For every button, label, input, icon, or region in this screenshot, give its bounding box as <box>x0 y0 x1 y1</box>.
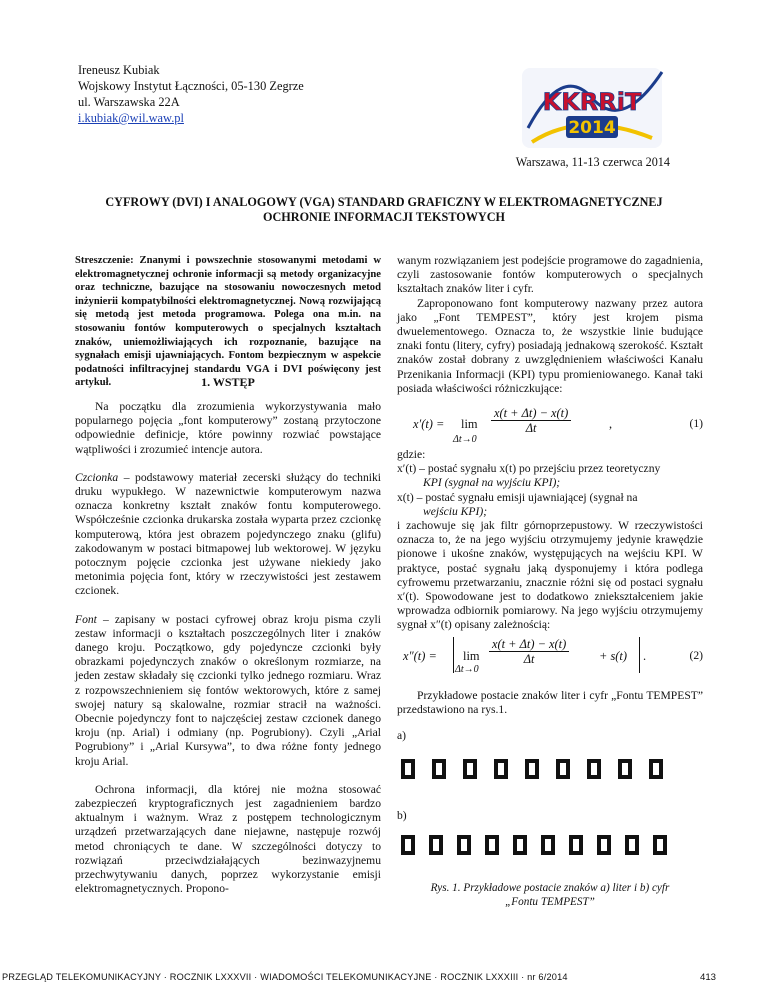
paragraph-tempest: Zaproponowano font komputerowy nazwany przez autora jako „Font TEMPEST”, który jest krojem pisma dwuelementowego. Oznacza to, że wszystkie linie budujące znaki fontu (litery, cyfry) posiadają jednakową szerokość. Kształt znaków został dobrany z uwzględnieniem właściwości Kanału Przenikania Informacji (KPI) typu promieniowanego. Kanał taki posiada właściwości różniczkujące: <box>397 296 703 395</box>
glyph-a <box>401 759 415 779</box>
author-affiliation: Wojskowy Instytut Łączności, 05-130 Zegrze <box>78 79 304 93</box>
tempest-letters <box>397 755 703 785</box>
paragraph-intro: Na początku dla zrozumienia wykorzystywania mało popularnego pojęcia „font komputerowy” zostaną przytoczone odpowiednie definicje, które powinny rozwiać powstające wątpliwości i zrozumieć intencje autora. <box>75 400 381 456</box>
page-number: 413 <box>700 972 717 983</box>
glyph-g <box>463 759 477 779</box>
tempest-digits <box>397 831 703 861</box>
author-email-link[interactable]: i.kubiak@wil.waw.pl <box>78 111 184 125</box>
venue-date: Warszawa, 11-13 czerwca 2014 <box>515 155 670 169</box>
glyph-p <box>618 759 632 779</box>
abstract: Streszczenie: Znanymi i powszechnie stosowanymi metodami w elektromagnetycznej ochronie informacji są metody organizacyjne oraz techniczne, bazujące na stosowaniu nowoczesnych metod inżynierii kompatybilności elektromagnetycznej. Nową rozwijającą się metodą jest metoda programowa. Polega ona m.in. na stosowaniu fontów komputerowych o specjalnych kształtach znaków, uniemożliwiających ich rozpoznanie, bazujące na sygnałach emisji ujawniających. Fontom bezpiecznym w aspekcie podatności infiltracyjnej standardu VGA i DVI poświęcony jest artykuł. <box>75 255 381 389</box>
glyph-m <box>556 759 570 779</box>
tempest-letters-image <box>397 755 703 783</box>
definition-2: x(t) – postać sygnału emisji ujawniającej (sygnał na <box>397 490 638 504</box>
glyph-5 <box>513 835 527 855</box>
paper-title <box>60 195 708 225</box>
glyph-h <box>494 759 508 779</box>
glyph-6 <box>541 835 555 855</box>
figure-caption: Rys. 1. Przykładowe postacie znaków a) liter i b) cyfr „Fontu TEMPEST” <box>430 882 670 909</box>
glyph-7 <box>569 835 583 855</box>
glyph-8 <box>597 835 611 855</box>
term-czcionka: Czcionka <box>75 470 119 484</box>
author-name: Ireneusz Kubiak <box>78 63 160 77</box>
left-column <box>75 400 381 897</box>
glyph-3 <box>457 835 471 855</box>
author-block <box>78 62 304 126</box>
equation-1: x′(t) = lim Δt→0 $\frac{x(t + \Delta t) - x(t)}{\Delta t}$ , (1) <box>413 406 703 446</box>
section-heading: 1. WSTĘP <box>201 375 255 389</box>
kkrrit-logo-icon <box>512 58 672 158</box>
glyph-4 <box>485 835 499 855</box>
paragraph-continued: wanym rozwiązaniem jest podejście programowe do zagadnienia, czyli zastosowanie fontów komputerowych o specjalnych kształtach znaków liter i cyfr. <box>397 254 703 296</box>
glyph-k <box>525 759 539 779</box>
glyph-s <box>649 759 663 779</box>
paragraph-font: Font – zapisany w postaci cyfrowej obraz kroju pisma czyli zestaw informacji o kształtach poszczególnych liter i znaków danego kroju. Początkowo, gdy pojedyncze czcionki były obrazkami pojedynczych znaków o określonym rozmiarze, na jeden zestaw składały się czcionki tylko jednego rozmiaru. Wraz z rozpowszechnieniem się fontów wektorowych, które z samej swojej natury są skalowalne, rozmiar stracił na ważności. Obecnie pojedynczy font to najczęściej zestaw czcionek danego kroju (np. Arial) i odmiany (np. Pogrubiony). Czyli „Arial Pogrubiony” i „Arial Kursywa”, to dwa różne fonty jednego kroju Arial. <box>75 612 381 768</box>
paragraph-protection: Ochrona informacji, dla której nie można stosować zabezpieczeń kryptograficznych jest zagadnieniem bardzo aktualnym i ważnym. Wraz z postępem technologicznym urządzeń przetwarzających dane niejawne, następuje rozwój metod chroniących te dane. W szczególności dotyczy to rozwiązań przeciwdziałających bezinwazyjnemu przechwytywaniu danych, poprzez wykorzystanie emisji elektromagnetycznych. Propono- <box>75 782 381 896</box>
where-label: gdzie: <box>397 448 426 462</box>
title-line-2: OCHRONIE INFORMACJI TEKSTOWYCH <box>263 210 505 224</box>
paragraph-highpass: i zachowuje się jak filtr górnoprzepustowy. W rzeczywistości oznacza to, że na jego wyjściu otrzymujemy jedynie krawędzie pionowe i ukośne znaków, występujących na wejściu KPI. W praktyce, postać sygnału jaką dysponujemy i która podlega cyfrowemu przetwarzaniu, znacznie różni się od postaci sygnału x′(t). Spowodowane jest to dodatkowo zniekształceniem jakie wprowadza odbiornik pomiarowy. Na jego wyjściu otrzymujemy sygnał x″(t) opisany zależnością: <box>397 519 703 632</box>
term-font: Font <box>75 612 97 626</box>
glyph-1 <box>401 835 415 855</box>
svg-text:2014: 2014 <box>568 118 616 138</box>
paragraph-czcionka: Czcionka – podstawowy materiał zecerski służący do techniki druku wypukłego. W nazewnictwie komputerowym nazwa oznacza konkretny kształt znaków fontu komputerowego. Współcześnie czcionka drukarska została wyparta przez czcionkę komputerową, która jest obrazem pojedynczego znaku (glifu) zakodowanym w postaci bitmapowej lub wektorowej. W języku potocznym pojęcie czcionka jest używane niekiedy jako metonimia pojęcia font, który w rzeczywistości jest zestawem czcionek. <box>75 470 381 598</box>
glyph-2 <box>429 835 443 855</box>
glyph-d <box>432 759 446 779</box>
author-address: ul. Warszawska 22A <box>78 95 180 109</box>
paragraph-figure-ref: Przykładowe postacie znaków liter i cyfr „Fontu TEMPEST” przedstawiono na rys.1. <box>397 688 703 716</box>
equation-2: x″(t) = lim Δt→0 $\frac{x(t + \Delta t) - x(t)}{\Delta t}$ + s(t) . (2) <box>403 636 703 675</box>
glyph-0 <box>653 835 667 855</box>
conference-logo <box>512 58 672 158</box>
right-column: wanym rozwiązaniem jest podejście programowe do zagadnienia, czyli zastosowanie fontów komputerowych o specjalnych kształtach znaków liter i cyfr. Zaproponowano font komputerowy nazwany przez autora jako „Font TEMPEST”, który jest krojem pisma dwuelementowego. Oznacza to, że wszystkie linie budujące znaki fontu (litery, cyfry) posiadają jednakową szerokość. Kształt znaków został dobrany z uwzględnieniem właściwości Kanału Przenikania Informacji (KPI) typu promieniowanego. Kanał taki posiada właściwości różniczkujące: x′(t) = lim Δt→0 $\frac{x(t + \Delta t) - x(t)}{\Delta t}$ , (1) gdzie: x′(t) – postać sygnału x(t) po przejściu przez teoretyczny KPI (sygnał na wyjściu KPI); x(t) – postać sygnału emisji ujawniającej (sygnał na wejściu KPI); i zachowuje się jak filtr górnoprzepustowy. W rzeczywistości oznacza to, że na jego wyjściu otrzymujemy jedynie krawędzie pionowe i ukośne znaków, występujących na wejściu KPI. W praktyce, postać sygnału jaką dysponujemy i która podlega cyfrowemu przetwarzaniu, znacznie różni się od postaci sygnału x′(t). Spowodowane jest to dodatkowo zniekształceniem jakie wprowadza odbiornik pomiarowy. Na jego wyjściu otrzymujemy sygnał x″(t) opisany zależnością: x″(t) = lim Δt→0 $\frac{x(t + \Delta t) - x(t)}{\Delta t}$ + s(t) . (2) Przykładowe postacie znaków liter i cyfr „Fontu TEMPEST” przedstawiono na rys.1. a) b) Rys. 1. Przykładowe postacie znaków a) liter i b) cyfr „Fontu TEMPEST” <box>397 254 703 909</box>
figure-label-b: b) <box>397 809 407 823</box>
glyph-9 <box>625 835 639 855</box>
title-line-1: CYFROWY (DVI) I ANALOGOWY (VGA) STANDARD GRAFICZNY W ELEKTROMAGNETYCZNEJ <box>105 195 663 209</box>
tempest-digits-image <box>397 831 703 859</box>
figure-label-a: a) <box>397 729 407 743</box>
glyph-o <box>587 759 601 779</box>
svg-text:KKRRiT: KKRRiT <box>542 88 642 116</box>
definition-1: x′(t) – postać sygnału x(t) po przejściu przez teoretyczny <box>397 462 661 476</box>
journal-footer: PRZEGLĄD TELEKOMUNIKACYJNY · ROCZNIK LXXXVII · WIADOMOŚCI TELEKOMUNIKACYJNE · ROCZNIK LXXXIII · nr 6/2014 <box>2 972 568 982</box>
